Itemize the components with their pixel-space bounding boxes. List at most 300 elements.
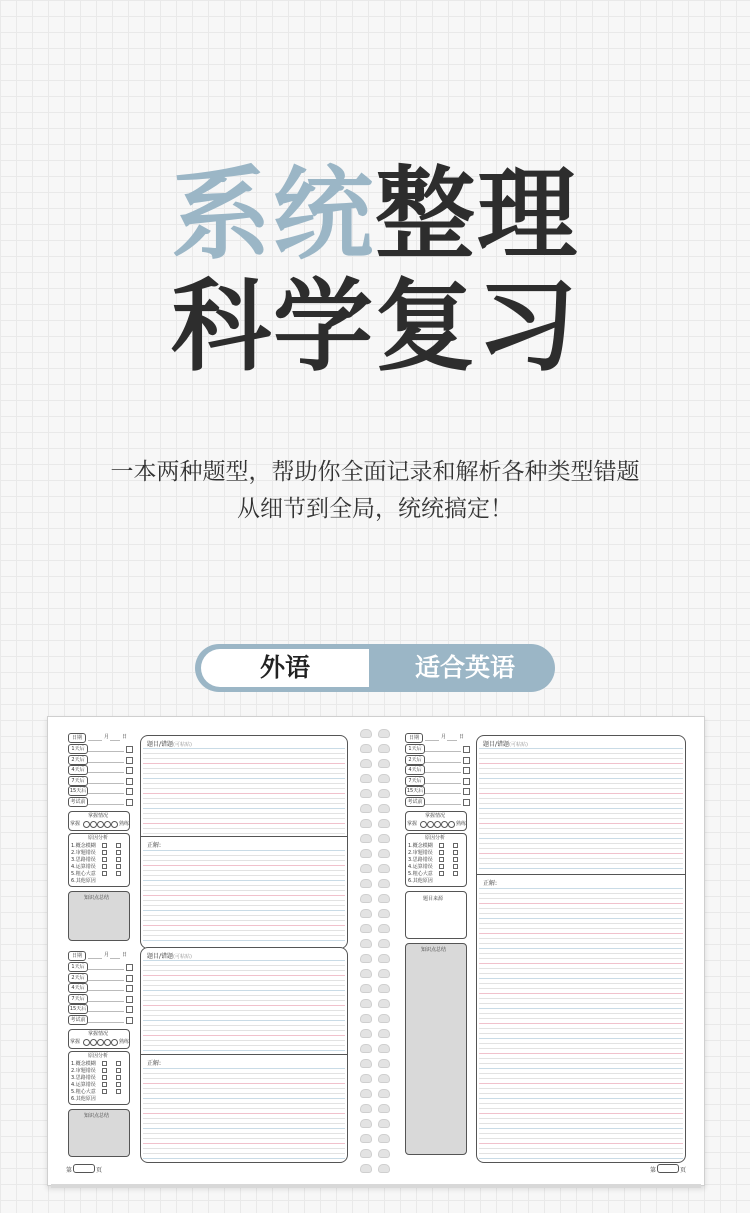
mastery-title: 掌握情况 xyxy=(88,1031,109,1037)
ruled-line xyxy=(143,1020,345,1021)
ruled-line xyxy=(479,993,683,994)
binding-ring xyxy=(360,924,372,933)
reason-item: 5.粗心大意 xyxy=(71,1089,96,1095)
review-item: 1天后 xyxy=(405,744,425,754)
reason-checkbox xyxy=(116,1075,121,1080)
reason-item: 6.其他原因 xyxy=(71,1096,96,1102)
review-checkbox xyxy=(126,757,133,764)
ruled-line xyxy=(143,885,345,886)
ruled-line xyxy=(479,1033,683,1034)
ruled-line xyxy=(143,783,345,784)
binding-ring xyxy=(378,969,390,978)
ruled-line xyxy=(143,788,345,789)
ruled-line xyxy=(143,1025,345,1026)
reason-checkbox xyxy=(453,857,458,862)
reason-checkbox xyxy=(116,1082,121,1087)
binding-ring xyxy=(360,849,372,858)
page-number-box xyxy=(657,1164,679,1173)
review-checkbox xyxy=(463,767,470,774)
review-line xyxy=(88,804,124,805)
ruled-line xyxy=(143,778,345,779)
binding-ring xyxy=(378,849,390,858)
ruled-line xyxy=(143,980,345,981)
ruled-line xyxy=(143,748,345,749)
reason-item: 1.概念模糊 xyxy=(408,843,433,849)
ruled-line xyxy=(143,965,345,966)
ruled-line xyxy=(479,828,683,829)
review-line xyxy=(88,783,124,784)
binding-ring xyxy=(378,1029,390,1038)
binding-ring xyxy=(360,774,372,783)
ruled-line xyxy=(479,938,683,939)
ruled-line xyxy=(143,753,345,754)
ruled-line xyxy=(143,1083,345,1084)
summary-label: 知识点总结 xyxy=(84,1113,110,1119)
review-line xyxy=(88,980,124,981)
date-label: 日期 xyxy=(405,733,423,743)
ruled-line xyxy=(143,828,345,829)
question-label-text: 题目/错题 xyxy=(147,953,174,960)
ruled-line xyxy=(479,1008,683,1009)
ruled-line xyxy=(479,868,683,869)
ruled-line xyxy=(479,1043,683,1044)
ruled-line xyxy=(143,1088,345,1089)
question-note: (可粘贴) xyxy=(173,954,192,960)
summary-label: 知识点总结 xyxy=(421,947,447,953)
ruled-line xyxy=(479,1148,683,1149)
reason-item: 6.其他原因 xyxy=(71,878,96,884)
binding-ring xyxy=(378,1134,390,1143)
ruled-line xyxy=(479,863,683,864)
binding-ring xyxy=(360,1134,372,1143)
review-line xyxy=(88,1011,124,1012)
review-item: 7天后 xyxy=(68,776,88,786)
reason-title: 原因分析 xyxy=(88,1053,109,1059)
reason-checkbox xyxy=(116,1089,121,1094)
ruled-line xyxy=(479,1128,683,1129)
ruled-line xyxy=(143,975,345,976)
reason-checkbox xyxy=(102,850,107,855)
page-prefix: 第 xyxy=(66,1167,73,1174)
binding-ring xyxy=(360,804,372,813)
reason-checkbox xyxy=(116,850,121,855)
ruled-line xyxy=(479,1143,683,1144)
mastery-low: 掌握 xyxy=(70,1039,81,1045)
ruled-line xyxy=(479,763,683,764)
ruled-line xyxy=(143,763,345,764)
ruled-line xyxy=(143,1093,345,1094)
review-line xyxy=(88,751,124,752)
ruled-line xyxy=(143,1133,345,1134)
sheet-shadow xyxy=(51,1184,701,1188)
ruled-line xyxy=(479,1083,683,1084)
binding-ring xyxy=(360,1149,372,1158)
reason-checkbox xyxy=(116,1068,121,1073)
ruled-line xyxy=(143,1098,345,1099)
ruled-line xyxy=(143,1103,345,1104)
ruled-line xyxy=(143,768,345,769)
mastery-circle xyxy=(111,821,118,828)
date-line xyxy=(110,740,120,741)
answer-label: 正解: xyxy=(147,842,162,849)
ruled-line xyxy=(479,913,683,914)
binding-ring xyxy=(378,894,390,903)
summary-label: 知识点总结 xyxy=(84,895,110,901)
ruled-line xyxy=(143,1158,345,1159)
binding-ring xyxy=(360,954,372,963)
binding-ring xyxy=(378,1074,390,1083)
review-item: 2天后 xyxy=(405,755,425,765)
reason-title: 原因分析 xyxy=(88,835,109,841)
binding-ring xyxy=(378,864,390,873)
mastery-circle xyxy=(97,1039,104,1046)
reason-item: 2.审题错误 xyxy=(408,850,433,856)
ruled-line xyxy=(479,843,683,844)
headline-accent: 系统 xyxy=(171,156,375,273)
binding-ring xyxy=(378,789,390,798)
binding-ring xyxy=(360,1164,372,1173)
ruled-line xyxy=(479,1028,683,1029)
review-item: 7天后 xyxy=(68,994,88,1004)
ruled-line xyxy=(479,1003,683,1004)
reason-checkbox xyxy=(453,843,458,848)
mastery-circle xyxy=(441,821,448,828)
ruled-line xyxy=(143,798,345,799)
reason-item: 3.思路错误 xyxy=(71,1075,96,1081)
ruled-line xyxy=(479,798,683,799)
ruled-line xyxy=(479,818,683,819)
reason-checkbox xyxy=(116,857,121,862)
ruled-line xyxy=(143,1118,345,1119)
toggle-foreign-language[interactable]: 外语 xyxy=(201,649,369,687)
reason-checkbox xyxy=(453,850,458,855)
reason-checkbox xyxy=(116,871,121,876)
binding-ring xyxy=(360,1044,372,1053)
binding-ring xyxy=(360,729,372,738)
ruled-line xyxy=(479,988,683,989)
ruled-line xyxy=(143,1128,345,1129)
ruled-line xyxy=(479,943,683,944)
ruled-line xyxy=(479,838,683,839)
ruled-line xyxy=(479,833,683,834)
ruled-line xyxy=(143,1143,345,1144)
day-label: 日 xyxy=(459,734,465,740)
ruled-line xyxy=(479,893,683,894)
ruled-line xyxy=(143,1113,345,1114)
ruled-line xyxy=(479,1073,683,1074)
ruled-line xyxy=(479,1053,683,1054)
review-checkbox xyxy=(126,799,133,806)
mastery-circle xyxy=(434,821,441,828)
toggle-english[interactable]: 适合英语 xyxy=(414,653,515,682)
binding-ring xyxy=(360,879,372,888)
date-line xyxy=(88,958,102,959)
day-label: 日 xyxy=(122,952,128,958)
ruled-line xyxy=(143,910,345,911)
binding-ring xyxy=(378,1119,390,1128)
date-line xyxy=(88,740,102,741)
question-note: (可粘贴) xyxy=(173,742,192,748)
reason-checkbox xyxy=(439,850,444,855)
month-label: 月 xyxy=(441,734,447,740)
ruled-line xyxy=(143,895,345,896)
reason-item: 5.粗心大意 xyxy=(71,871,96,877)
review-item: 4天后 xyxy=(68,765,88,775)
binding-ring xyxy=(378,984,390,993)
binding-ring xyxy=(378,1044,390,1053)
question-note: (可粘贴) xyxy=(509,742,528,748)
ruled-line xyxy=(479,803,683,804)
ruled-line xyxy=(143,1073,345,1074)
review-checkbox xyxy=(126,985,133,992)
binding-ring xyxy=(360,789,372,798)
ruled-line xyxy=(479,1098,683,1099)
reason-item: 2.审题错误 xyxy=(71,1068,96,1074)
ruled-line xyxy=(143,1068,345,1069)
reason-checkbox xyxy=(453,864,458,869)
binding-ring xyxy=(360,969,372,978)
question-label-text: 题目/错题 xyxy=(147,741,174,748)
ruled-line xyxy=(143,855,345,856)
ruled-line xyxy=(143,1010,345,1011)
reason-item: 3.思路错误 xyxy=(71,857,96,863)
mastery-circle xyxy=(83,1039,90,1046)
ruled-line xyxy=(143,875,345,876)
ruled-line xyxy=(143,870,345,871)
review-checkbox xyxy=(126,1006,133,1013)
binding-ring xyxy=(360,984,372,993)
binding-ring xyxy=(360,1014,372,1023)
review-line xyxy=(425,751,461,752)
ruled-line xyxy=(143,935,345,936)
ruled-line xyxy=(479,1133,683,1134)
mastery-circle xyxy=(104,1039,111,1046)
mastery-high: 熟练 xyxy=(119,1039,130,1045)
reason-checkbox xyxy=(453,871,458,876)
ruled-line xyxy=(479,1123,683,1124)
reason-checkbox xyxy=(102,1061,107,1066)
ruled-line xyxy=(479,1118,683,1119)
reason-item: 4.运算错误 xyxy=(408,864,433,870)
mastery-circle xyxy=(104,821,111,828)
ruled-line xyxy=(479,773,683,774)
subtitle-line-1: 一本两种题型，帮助你全面记录和解析各种类型错题 xyxy=(110,459,640,485)
reason-title: 原因分析 xyxy=(425,835,446,841)
question-label xyxy=(147,951,192,960)
ruled-line xyxy=(143,793,345,794)
ruled-line xyxy=(143,905,345,906)
ruled-line xyxy=(479,768,683,769)
answer-label: 正解: xyxy=(147,1060,162,1067)
ruled-line xyxy=(479,748,683,749)
review-item: 1天后 xyxy=(68,744,88,754)
mastery-circle xyxy=(448,821,455,828)
day-label: 日 xyxy=(122,734,128,740)
review-item: 7天后 xyxy=(405,776,425,786)
binding-ring xyxy=(378,999,390,1008)
ruled-line xyxy=(143,1035,345,1036)
review-checkbox xyxy=(126,778,133,785)
review-line xyxy=(88,1022,124,1023)
ruled-line xyxy=(143,865,345,866)
ruled-line xyxy=(479,758,683,759)
ruled-line xyxy=(479,908,683,909)
reason-checkbox xyxy=(102,1082,107,1087)
ruled-line xyxy=(143,990,345,991)
reason-checkbox xyxy=(439,857,444,862)
ruled-line xyxy=(479,1068,683,1069)
binding-ring xyxy=(360,939,372,948)
binding-ring xyxy=(378,744,390,753)
panel-divider xyxy=(477,874,685,875)
ruled-line xyxy=(143,1108,345,1109)
ruled-line xyxy=(143,860,345,861)
binding-ring xyxy=(360,864,372,873)
reason-checkbox xyxy=(102,1068,107,1073)
ruled-line xyxy=(143,930,345,931)
reason-item: 1.概念模糊 xyxy=(71,1061,96,1067)
page-prefix: 第 xyxy=(650,1167,657,1174)
ruled-line xyxy=(143,808,345,809)
ruled-line xyxy=(143,818,345,819)
ruled-line xyxy=(479,948,683,949)
ruled-line xyxy=(479,1078,683,1079)
notebook-sheet xyxy=(47,716,705,1186)
binding-ring xyxy=(378,1059,390,1068)
binding-ring xyxy=(378,954,390,963)
mastery-high: 熟练 xyxy=(456,821,467,827)
review-checkbox xyxy=(126,767,133,774)
subject-toggle[interactable] xyxy=(195,644,555,692)
binding-ring xyxy=(360,999,372,1008)
binding-ring xyxy=(378,909,390,918)
ruled-line xyxy=(479,1058,683,1059)
reason-item: 1.概念模糊 xyxy=(71,843,96,849)
mastery-circle xyxy=(83,821,90,828)
binding-ring xyxy=(378,1104,390,1113)
review-line xyxy=(425,783,461,784)
ruled-line xyxy=(143,880,345,881)
review-checkbox xyxy=(126,1017,133,1024)
page-suffix: 页 xyxy=(680,1167,687,1174)
mastery-circle xyxy=(97,821,104,828)
ruled-line xyxy=(479,933,683,934)
review-checkbox xyxy=(463,788,470,795)
ruled-line xyxy=(479,1013,683,1014)
binding-ring xyxy=(360,909,372,918)
reason-checkbox xyxy=(116,1061,121,1066)
ruled-line xyxy=(479,753,683,754)
review-checkbox xyxy=(126,996,133,1003)
ruled-line xyxy=(479,898,683,899)
review-line xyxy=(425,804,461,805)
ruled-line xyxy=(479,1038,683,1039)
ruled-line xyxy=(479,928,683,929)
ruled-line xyxy=(479,918,683,919)
review-line xyxy=(88,762,124,763)
ruled-line xyxy=(479,853,683,854)
source-label: 题目来源 xyxy=(423,896,444,902)
review-checkbox xyxy=(126,975,133,982)
ruled-line xyxy=(143,1015,345,1016)
ruled-line xyxy=(143,1050,345,1051)
reason-checkbox xyxy=(116,843,121,848)
month-label: 月 xyxy=(104,734,110,740)
question-label xyxy=(483,739,528,748)
question-label xyxy=(147,739,192,748)
ruled-line xyxy=(143,1045,345,1046)
ruled-line xyxy=(479,778,683,779)
ruled-line xyxy=(143,1078,345,1079)
binding-ring xyxy=(360,834,372,843)
binding-ring xyxy=(378,804,390,813)
ruled-line xyxy=(143,915,345,916)
reason-item: 4.运算错误 xyxy=(71,864,96,870)
date-line xyxy=(110,958,120,959)
review-line xyxy=(425,772,461,773)
binding-ring xyxy=(360,1104,372,1113)
ruled-line xyxy=(479,783,683,784)
review-line xyxy=(88,990,124,991)
reason-item: 3.思路错误 xyxy=(408,857,433,863)
review-item: 考试前 xyxy=(68,1015,88,1025)
ruled-line xyxy=(143,920,345,921)
ruled-line xyxy=(479,978,683,979)
review-item: 15天后 xyxy=(69,1006,87,1013)
review-item: 4天后 xyxy=(405,765,425,775)
ruled-line xyxy=(143,925,345,926)
review-item: 4天后 xyxy=(68,983,88,993)
ruled-line xyxy=(479,1023,683,1024)
binding-ring xyxy=(378,1164,390,1173)
mastery-title: 掌握情况 xyxy=(425,813,446,819)
mastery-high: 熟练 xyxy=(119,821,130,827)
reason-checkbox xyxy=(102,1089,107,1094)
ruled-line xyxy=(479,973,683,974)
binding-ring xyxy=(360,894,372,903)
binding-ring xyxy=(378,879,390,888)
ruled-line xyxy=(143,833,345,834)
ruled-line xyxy=(479,903,683,904)
mastery-circle xyxy=(111,1039,118,1046)
ruled-line xyxy=(143,1138,345,1139)
ruled-line xyxy=(479,1088,683,1089)
page-suffix: 页 xyxy=(96,1167,103,1174)
subtitle-line-2: 从细节到全局，统统搞定！ xyxy=(237,496,513,522)
ruled-line xyxy=(143,773,345,774)
date-label: 日期 xyxy=(68,733,86,743)
ruled-line xyxy=(479,983,683,984)
ruled-line xyxy=(479,1093,683,1094)
binding-ring xyxy=(378,729,390,738)
mastery-circle xyxy=(427,821,434,828)
ruled-line xyxy=(479,793,683,794)
ruled-line xyxy=(143,995,345,996)
binding-ring xyxy=(360,759,372,768)
writing-panel xyxy=(140,735,348,949)
writing-panel xyxy=(476,735,686,1163)
review-item: 2天后 xyxy=(68,973,88,983)
ruled-line xyxy=(479,1153,683,1154)
binding-ring xyxy=(360,1119,372,1128)
reason-checkbox xyxy=(102,1075,107,1080)
date-line xyxy=(447,740,457,741)
date-label: 日期 xyxy=(68,951,86,961)
ruled-line xyxy=(143,1030,345,1031)
reason-item: 2.审题错误 xyxy=(71,850,96,856)
ruled-line xyxy=(143,803,345,804)
ruled-line xyxy=(479,848,683,849)
